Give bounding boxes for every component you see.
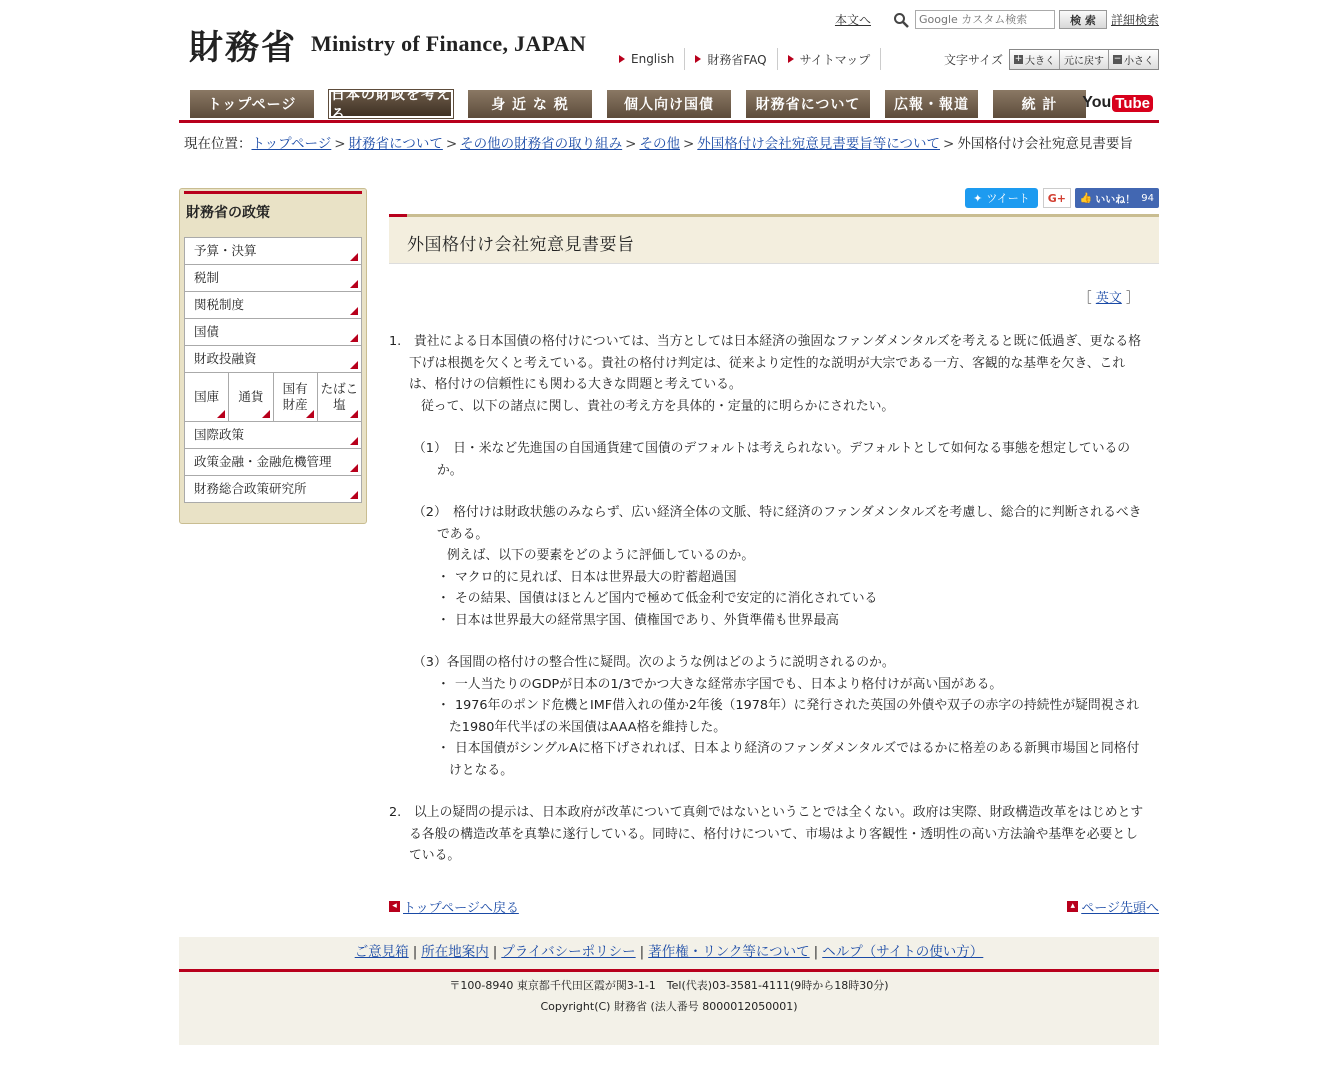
paragraph-1: 1. 貴社による日本国債の格付けについては、当方としては日本経済の強固なファンダメンタルズを考えると既に低過ぎ、更なる格下げは根拠を欠くと考えている。貴社の格付け判定は、従来より定性的な説明が大宗である一方、客観的な基準を欠き、これは、格付けの信頼性にも関わる大きな問題と考えている。 [389, 334, 1141, 392]
tweet-label: ツイート [986, 192, 1030, 205]
footer-links: ご意見箱 | 所在地案内 | プライバシーポリシー | 著作権・リンク等について | ヘルプ（サイトの使い方） [179, 937, 1159, 972]
tab-statistics[interactable]: 統 計 [993, 90, 1086, 118]
sidebar-menu [184, 237, 362, 503]
english-version [1079, 287, 1139, 306]
faq-link-label: 財務省FAQ [707, 52, 767, 67]
list-item: ・ 日本国債がシングルAに格下げされれば、日本より経済のファンダメンタルズではるかに格差のある新興市場国と同格付けとなる。 [389, 738, 1149, 781]
arrow-up-icon: ▴ [1067, 901, 1078, 912]
facebook-like-button[interactable] [1075, 188, 1159, 208]
arrow-right-icon [695, 55, 701, 63]
footer-link-access[interactable]: 所在地案内 [421, 944, 489, 960]
english-link-label: English [631, 52, 675, 66]
font-size-buttons [1009, 49, 1159, 70]
sidebar-item-policy-finance[interactable] [185, 449, 361, 476]
breadcrumb-item[interactable]: トップページ [251, 136, 332, 152]
tab-top[interactable]: トップページ [190, 90, 314, 118]
tab-jgb-individual[interactable]: 個人向け国債 [607, 90, 731, 118]
sidebar-accent-line [184, 191, 362, 194]
tab-japan-finance[interactable]: 日本の財政を考える [331, 87, 451, 123]
sidebar-item-label: 国有財産 [282, 381, 308, 412]
corner-arrow-icon [350, 361, 358, 369]
list-item: ・ マクロ的に見れば、日本は世界最大の貯蓄超過国 [389, 567, 1149, 589]
sidebar-item-research-institute[interactable] [185, 476, 361, 502]
corner-arrow-icon [350, 280, 358, 288]
font-reset-label: 元に戻す [1064, 55, 1104, 67]
tab-about[interactable]: 財務省について [746, 90, 870, 118]
skip-to-content-link[interactable]: 本文へ [834, 13, 871, 27]
sitemap-link-label: サイトマップ [799, 52, 871, 67]
google-plus-button[interactable]: G+ [1043, 188, 1071, 208]
sidebar-item-label: 関税制度 [194, 297, 245, 312]
page-top[interactable] [1067, 897, 1159, 916]
question-1: （1） 日・米など先進国の自国通貨建て国債のデフォルトは考えられない。デフォルトとして如何なる事態を想定しているのか。 [413, 441, 1131, 478]
sidebar-item-treasury[interactable] [185, 373, 229, 421]
footer-link-copyright[interactable]: 著作権・リンク等について [648, 944, 810, 960]
arrow-right-icon [619, 55, 625, 63]
chevron-right-icon: > [682, 136, 695, 152]
footer-link-help[interactable]: ヘルプ（サイトの使い方） [822, 944, 984, 960]
youtube-logo-tube: Tube [1112, 95, 1153, 112]
font-size-label: 文字サイズ [943, 52, 1003, 67]
youtube-link[interactable] [1082, 94, 1153, 112]
sitemap-link[interactable] [778, 48, 882, 70]
thumbs-up-icon: 👍 [1079, 192, 1093, 204]
corner-arrow-icon [350, 410, 358, 418]
breadcrumb-item[interactable]: 外国格付け会社宛意見書要旨等について [697, 136, 941, 152]
breadcrumb-prefix: 現在位置： [184, 136, 252, 152]
article-body [389, 331, 1149, 867]
english-link[interactable] [609, 48, 685, 70]
minus-icon: − [1113, 53, 1122, 64]
footer-link-feedback[interactable]: ご意見箱 [354, 944, 409, 960]
header-utility [835, 10, 1159, 29]
breadcrumb-item[interactable]: その他の財務省の取り組み [460, 136, 623, 152]
paragraph-2: 2. 以上の疑問の提示は、日本政府が改革について真剣ではないということでは全くない。政府は実際、財政構造改革をはじめとする各般の構造改革を真摯に遂行している。同時に、格付けについて、市場はより客観性・透明性の高い方法論や基準を必要としている。 [389, 805, 1144, 863]
sidebar-item-jgb[interactable] [185, 319, 361, 346]
share-buttons [965, 188, 1159, 208]
breadcrumb [184, 135, 1149, 154]
like-label: いいね！ [1095, 194, 1136, 206]
twitter-bird-icon: ✦ [973, 191, 983, 205]
plus-icon: + [1014, 53, 1023, 64]
sidebar-item-budget[interactable] [185, 238, 361, 265]
sidebar-item-label: たばこ塩 [320, 381, 359, 412]
like-count: 94 [1141, 192, 1154, 204]
sidebar-item-label: 政策金融・金融危機管理 [194, 454, 332, 469]
question-2b: 例えば、以下の要素をどのように評価しているのか。 [447, 548, 755, 563]
corner-arrow-icon [350, 464, 358, 472]
bracket-open: ［ [1078, 291, 1092, 306]
font-larger-button[interactable] [1010, 50, 1060, 69]
sidebar-item-international[interactable] [185, 422, 361, 449]
chevron-right-icon: > [334, 136, 346, 152]
breadcrumb-current: 外国格付け会社宛意見書要旨 [957, 136, 1133, 152]
corner-arrow-icon [350, 334, 358, 342]
bullet: ・ [437, 741, 450, 756]
bullet: ・ [437, 676, 450, 692]
bullet: ・ [437, 569, 450, 585]
footer-address: 〒100-8940 東京都千代田区霞が関3-1-1 Tel(代表)03-3581-4111(9時から18時30分) [449, 979, 889, 992]
list-item: ・ 一人当たりのGDPが日本の1/3でかつ大きな経常赤字国でも、日本より格付けが高い国がある。 [389, 674, 1149, 696]
sidebar-item-tobacco-salt[interactable] [318, 373, 361, 421]
sidebar-item-national-property[interactable] [274, 373, 318, 421]
font-reset-button[interactable] [1060, 50, 1109, 69]
english-version-link[interactable]: 英文 [1095, 291, 1122, 306]
footer-link-privacy[interactable]: プライバシーポリシー [501, 944, 636, 960]
question-3: （3）各国間の格付けの整合性に疑問。次のような例はどのように説明されるのか。 [413, 655, 895, 670]
sidebar-title: 財務省の政策 [186, 205, 270, 221]
youtube-logo-you: You [1082, 94, 1112, 111]
advanced-search-link[interactable]: 詳細検索 [1110, 13, 1159, 27]
footer-info [179, 972, 1159, 1045]
corner-arrow-icon [350, 253, 358, 261]
list-item: ・ 1976年のポンド危機とIMF借入れの僅か2年後（1978年）に発行された英国の外債や双子の赤字の持続性が疑問視された1980年代半ばの米国債はAAA格を維持した。 [389, 695, 1149, 738]
corner-arrow-icon [350, 437, 358, 445]
chevron-right-icon: > [625, 136, 637, 152]
corner-arrow-icon [217, 410, 225, 418]
sidebar-item-label: 国庫 [194, 389, 220, 404]
sidebar-item-label: 財政投融資 [194, 351, 257, 366]
sidebar-grid-row [185, 373, 361, 422]
sidebar-item-label: 通貨 [238, 389, 264, 404]
font-size-control [944, 49, 1159, 70]
article-titlebar [389, 214, 1159, 264]
corner-arrow-icon [350, 491, 358, 499]
global-nav [179, 88, 1159, 123]
page-title: 外国格付け会社宛意見書要旨 [407, 235, 635, 255]
arrow-right-icon [788, 55, 794, 63]
back-to-top-page[interactable] [389, 897, 519, 916]
list-item: ・ 日本は世界最大の経常黒字国、債権国であり、外貨準備も世界最高 [389, 610, 1149, 632]
breadcrumb-item[interactable]: 財務省について [348, 136, 443, 152]
sidebar-item-label: 国際政策 [194, 427, 245, 442]
tab-press[interactable]: 広報・報道 [885, 90, 978, 118]
corner-arrow-icon [306, 410, 314, 418]
sidebar-item-label: 国債 [194, 324, 220, 339]
tab-tax[interactable]: 身 近 な 税 [468, 90, 592, 118]
sidebar-item-label: 財務総合政策研究所 [194, 481, 307, 496]
tweet-button[interactable] [965, 188, 1038, 208]
breadcrumb-item[interactable]: その他 [639, 136, 680, 152]
faq-link[interactable] [685, 48, 777, 70]
sidebar [179, 188, 367, 524]
font-smaller-label: 小さく [1124, 55, 1154, 67]
corner-arrow-icon [350, 307, 358, 315]
sidebar-item-label: 税制 [194, 270, 220, 285]
sidebar-item-filp[interactable] [185, 346, 361, 373]
bracket-close: ］ [1125, 291, 1139, 306]
font-smaller-button[interactable] [1109, 50, 1158, 69]
sidebar-item-customs[interactable] [185, 292, 361, 319]
sidebar-item-tax[interactable] [185, 265, 361, 292]
bullet: ・ [437, 698, 450, 713]
chevron-right-icon: > [943, 136, 955, 152]
logo-en: Ministry of Finance, JAPAN [311, 31, 587, 56]
corner-arrow-icon [262, 410, 270, 418]
list-item: ・ その結果、国債はほとんど国内で極めて低金利で安定的に消化されている [389, 588, 1149, 610]
header-links [609, 48, 1159, 70]
paragraph-1b: 従って、以下の諸点に関し、貴社の考え方を具体的・定量的に明らかにされたい。 [421, 398, 895, 414]
footer-copyright: Copyright(C) 財務省 (法人番号 8000012050001) [540, 1000, 798, 1013]
page-top-link[interactable]: ページ先頭へ [1081, 901, 1159, 916]
search-icon [893, 12, 909, 28]
search-input[interactable] [915, 10, 1055, 29]
logo-jp: 財務省 [189, 27, 297, 68]
bullet: ・ [437, 612, 450, 628]
font-larger-label: 大きく [1025, 55, 1055, 67]
search-button[interactable]: 検 索 [1059, 10, 1107, 29]
arrow-left-icon: ◂ [389, 901, 400, 912]
back-to-top-page-link[interactable]: トップページへ戻る [403, 901, 519, 916]
chevron-right-icon: > [445, 136, 458, 152]
bullet: ・ [437, 591, 450, 606]
site-logo[interactable] [189, 22, 586, 66]
sidebar-item-currency[interactable] [229, 373, 273, 421]
sidebar-item-label: 予算・決算 [194, 243, 257, 258]
title-accent [389, 214, 407, 217]
question-2: （2） 格付けは財政状態のみならず、広い経済全体の文脈、特に経済のファンダメンタルズを考慮し、総合的に判断されるべきである。 [413, 505, 1142, 542]
